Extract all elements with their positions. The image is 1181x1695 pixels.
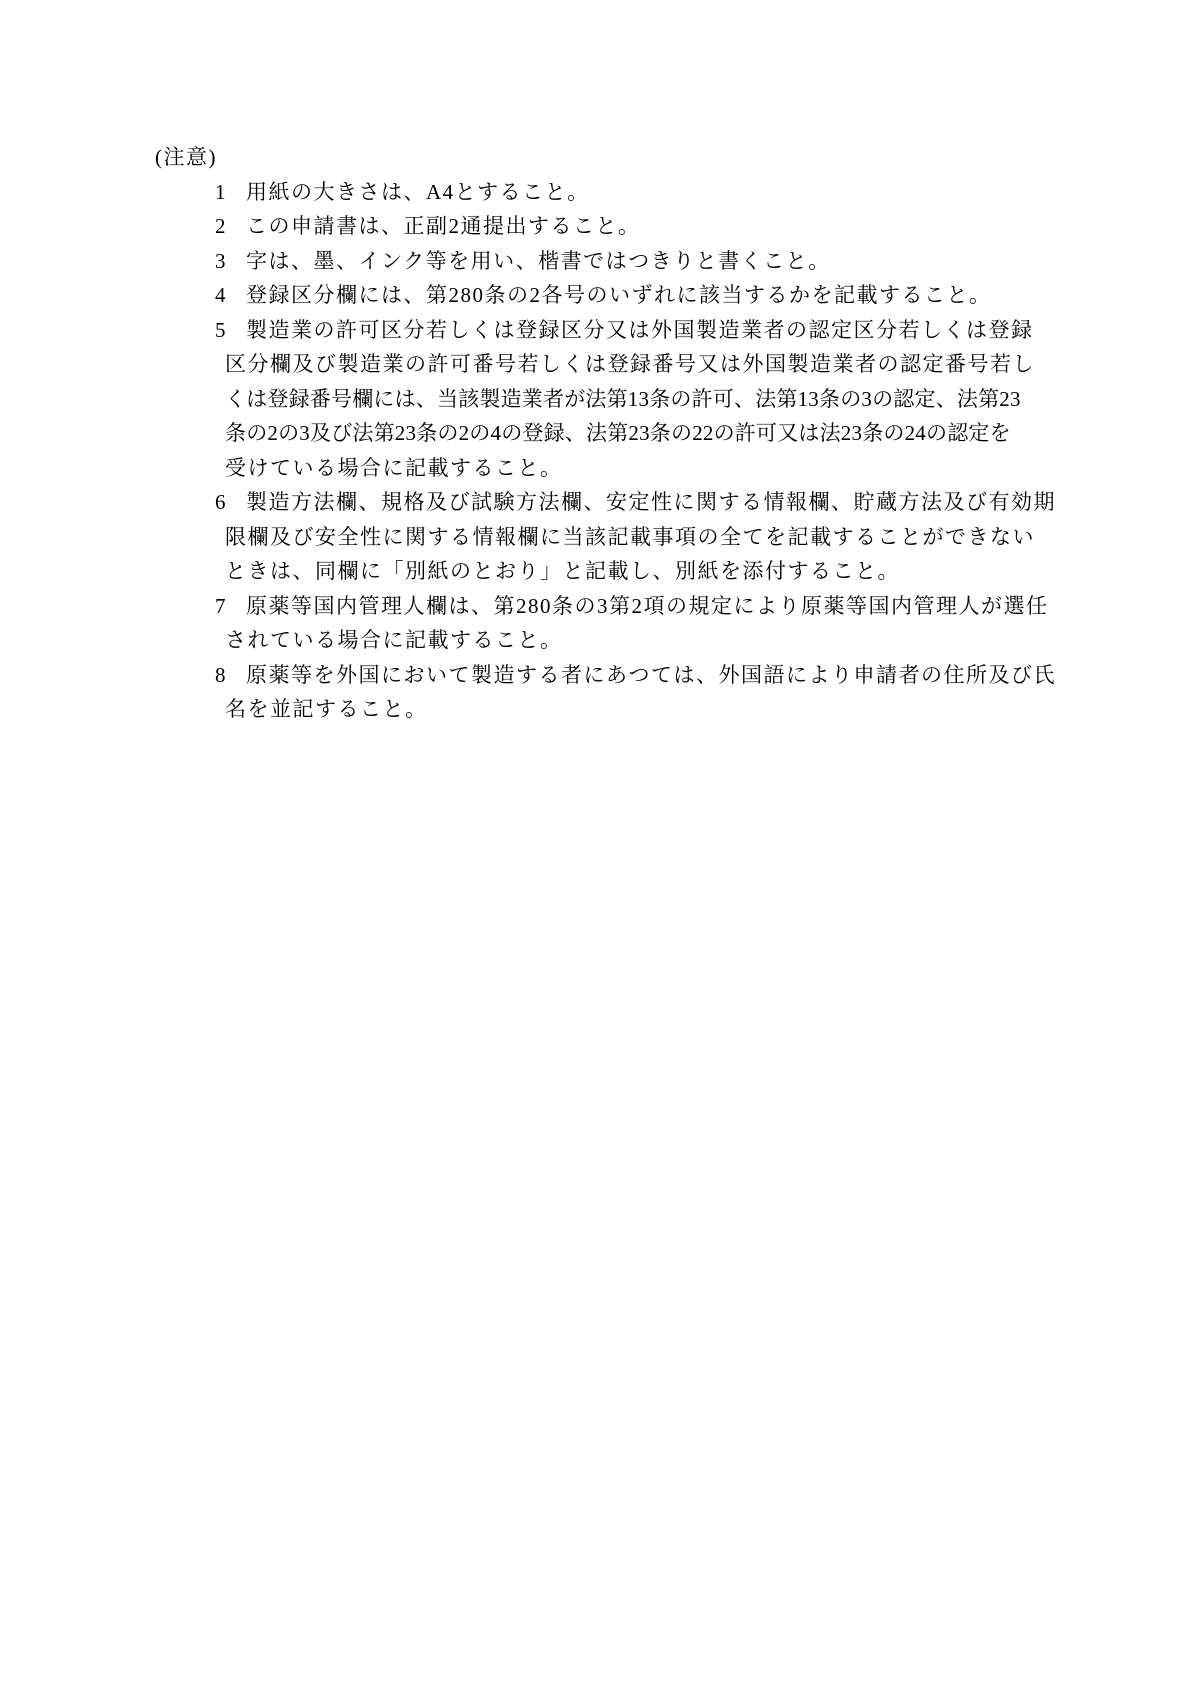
note-item-5-text: 製造業の許可区分若しくは登録区分又は外国製造業者の認定区分若しくは登録: [246, 317, 1034, 342]
note-item-1: [0, 175, 1181, 210]
note-item-3-number: 3: [215, 248, 226, 273]
note-item-1-number: 1: [215, 179, 226, 204]
note-item-4-text: 登録区分欄には、第280条の2各号のいずれに該当するかを記載すること。: [246, 283, 992, 307]
note-item-7-number: 7: [215, 593, 226, 618]
note-item-5-line-3: くは登録番号欄には、当該製造業者が法第13条の許可、法第13条の3の認定、法第23: [225, 386, 1021, 411]
note-item-8: [0, 658, 1181, 693]
document-page: [0, 0, 1181, 727]
note-item-3: [0, 244, 1181, 279]
note-item-4-number: 4: [215, 283, 226, 307]
note-item-6-line-3: ときは、同欄に「別紙のとおり」と記載し、別紙を添付すること。: [225, 559, 900, 583]
note-item-2-number: 2: [215, 214, 226, 238]
note-item-6: [0, 485, 1181, 520]
note-item-6-number: 6: [215, 490, 226, 514]
note-item-3-text: 字は、墨、インク等を用い、楷書ではつきりと書くこと。: [246, 248, 831, 273]
note-item-5: [0, 313, 1181, 348]
note-item-7-text: 原薬等国内管理人欄は、第280条の3第2項の規定により原薬等国内管理人が選任: [246, 593, 1049, 618]
notes-heading: (注意): [155, 145, 217, 169]
note-item-7: [0, 589, 1181, 624]
note-item-5-line-4: 条の2の3及び法第23条の2の4の登録、法第23条の22の許可又は法23条の24の認定を: [225, 421, 1011, 445]
note-item-1-text: 用紙の大きさは、A4とすること。: [246, 179, 590, 204]
note-item-6-line-2: 限欄及び安全性に関する情報欄に当該記載事項の全てを記載することができない: [225, 524, 1035, 549]
note-item-7-line-2: されている場合に記載すること。: [225, 628, 563, 652]
note-item-5-line-2: 区分欄及び製造業の許可番号若しくは登録番号又は外国製造業者の認定番号若し: [225, 352, 1035, 376]
note-item-8-number: 8: [215, 662, 226, 687]
note-item-6-text: 製造方法欄、規格及び試験方法欄、安定性に関する情報欄、貯蔵方法及び有効期: [246, 490, 1056, 514]
note-item-2: [0, 209, 1181, 244]
note-item-8-line-2: 名を並記すること。: [225, 697, 428, 721]
note-item-2-text: この申請書は、正副2通提出すること。: [246, 214, 641, 238]
note-item-5-line-5: 受けている場合に記載すること。: [225, 455, 563, 480]
note-item-4: [0, 278, 1181, 313]
note-item-5-number: 5: [215, 317, 226, 342]
note-item-8-text: 原薬等を外国において製造する者にあつては、外国語により申請者の住所及び氏: [246, 662, 1056, 687]
